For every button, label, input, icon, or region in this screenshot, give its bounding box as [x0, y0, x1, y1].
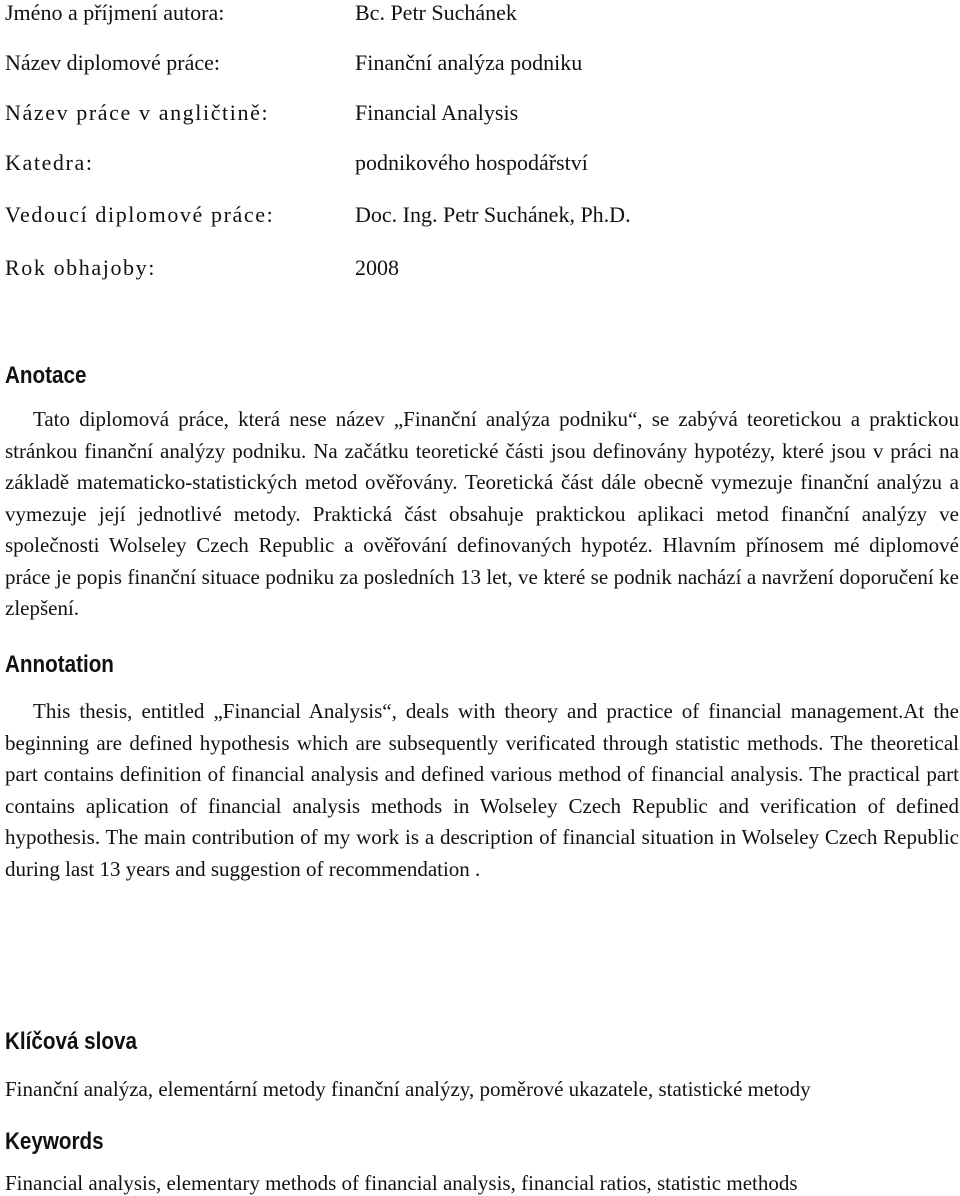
meta-value: podnikového hospodářství	[355, 150, 588, 175]
meta-value: Bc. Petr Suchánek	[355, 0, 517, 25]
meta-value: Financial Analysis	[355, 100, 519, 125]
meta-label: Katedra:	[5, 150, 94, 175]
meta-value: Finanční analýza podniku	[355, 50, 583, 75]
klicova-slova-text: Finanční analýza, elementární metody finanční analýzy, poměrové ukazatele, statistické metody	[5, 1077, 811, 1101]
meta-label: Vedoucí diplomové práce:	[5, 202, 275, 227]
anotace-text: Tato diplomová práce, která nese název „Finanční analýza podniku“, se zabývá teoretickou a praktickou stránkou finanční analýzy podniku. Na začátku teoretické části jsou definovány hypotézy, které jsou v práci na základě matematicko-statistických metod ověřovány. Teoretická část dále obecně vymezuje finanční analýzu a vymezuje její jednotlivé metody. Praktická část obsahuje praktickou aplikaci metod finanční analýzy ve společnosti Wolseley Czech Republic a ověřování definovaných hypotéz. Hlavním přínosem mé diplomové práce je popis finanční situace podniku za posledních 13 let, ve které se podnik nachází a navržení doporučení ke zlepšení.	[5, 407, 959, 620]
meta-label: Název diplomové práce:	[5, 50, 221, 75]
meta-value: 2008	[355, 255, 399, 280]
keywords-text: Financial analysis, elementary methods of financial analysis, financial ratios, statistic methods	[5, 1171, 798, 1195]
keywords-heading: Keywords	[5, 1128, 104, 1155]
klicova-slova-heading: Klíčová slova	[5, 1028, 137, 1055]
annotation-heading: Annotation	[5, 651, 114, 678]
annotation-text: This thesis, entitled „Financial Analysis“, deals with theory and practice of financial management.At the beginning are defined hypothesis which are subsequently verificated through statistic methods. The theoretical part contains definition of financial analysis and defined various method of financial analysis. The practical part contains aplication of financial analysis methods in Wolseley Czech Republic and verification of defined hypothesis. The main contribution of my work is a description of financial situation in Wolseley Czech Republic during last 13 years and suggestion of recommendation .	[5, 699, 959, 881]
meta-value: Doc. Ing. Petr Suchánek, Ph.D.	[355, 202, 631, 227]
meta-label: Jméno a příjmení autora:	[5, 0, 225, 25]
annotation-paragraph	[5, 696, 959, 885]
anotace-paragraph	[5, 404, 959, 625]
anotace-heading: Anotace	[5, 362, 87, 389]
meta-label: Název práce v angličtině:	[5, 100, 270, 125]
meta-label: Rok obhajoby:	[5, 255, 156, 280]
